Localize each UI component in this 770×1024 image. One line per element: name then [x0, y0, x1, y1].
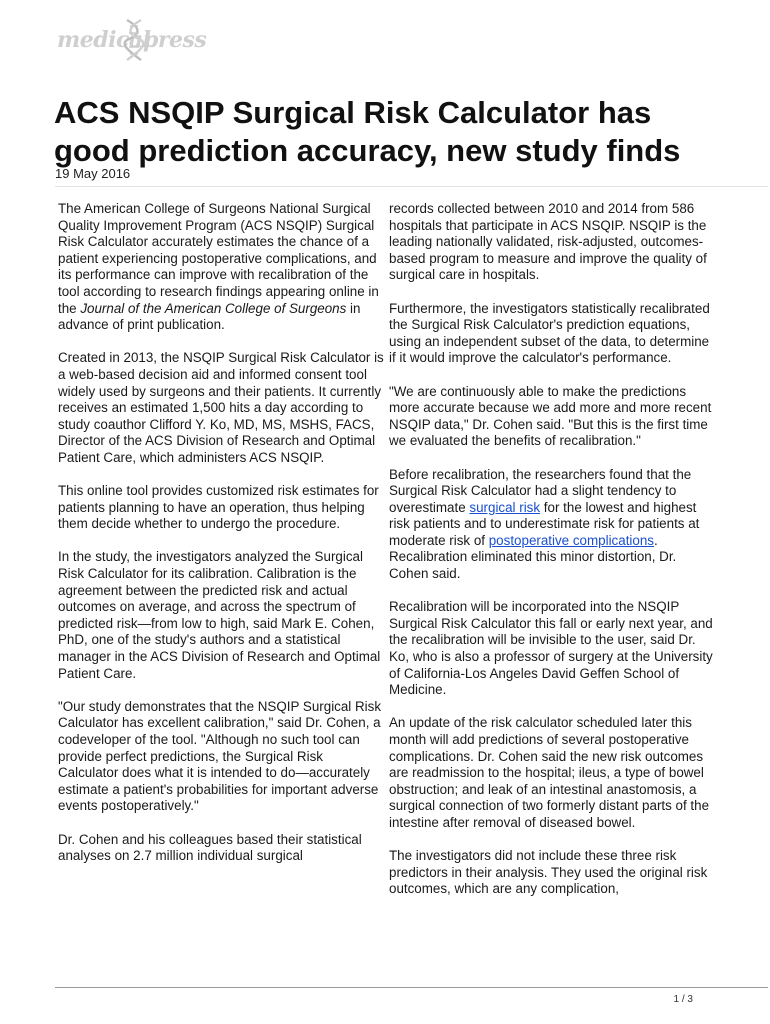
paragraph: records collected between 2010 and 2014 from 586 hospitals that participate in ACS NSQIP. NSQIP is the leading nationally validated, risk-adjusted, outcomes-based program to measure and improve the quality of surgical care in hospitals. — [389, 201, 707, 283]
paragraph: Furthermore, the investigators statistically recalibrated the Surgical Risk Calculator's prediction equations, using an independent subset of the data, to determine if it would improve the calculator's performance. — [389, 300, 710, 366]
article-column-left — [58, 201, 384, 865]
paragraph: The investigators did not include these three risk predictors in their analysis. They used the original risk outcomes, which are any complication, — [389, 848, 708, 897]
article-date: 19 May 2016 — [55, 166, 131, 181]
article-title: ACS NSQIP Surgical Risk Calculator has good prediction accuracy, new study finds — [54, 95, 681, 168]
paragraph-text: in advance of print publication. — [58, 300, 361, 333]
site-logo[interactable] — [57, 18, 207, 62]
paragraph: In the study, the investigators analyzed the Surgical Risk Calculator for its calibration. Calibration is the agreement between the predicted risk and actual outcomes on average, and across the spectrum of predicted risk—from low to high, said Mark E. Cohen, PhD, one of the study's authors and a statistical manager in the ACS Division of Research and Optimal Patient Care. — [58, 549, 381, 681]
paragraph-text: for the lowest and highest risk patients and to underestimate risk for patients at moderate risk of — [389, 499, 700, 548]
paragraph: Recalibration will be incorporated into the NSQIP Surgical Risk Calculator this fall or early next year, and the recalibration will be invisible to the user, said Dr. Ko, who is also a professor of surgery at the University of California-Los Angeles David Geffen School of Medicine. — [389, 599, 713, 698]
paragraph: "We are continuously able to make the predictions more accurate because we add more and more recent NSQIP data," Dr. Cohen said. "But this is the first time we evaluated the benefits of recalibration." — [389, 383, 712, 449]
postoperative-complications-link[interactable]: postoperative complications — [488, 532, 654, 548]
paragraph: Created in 2013, the NSQIP Surgical Risk Calculator is a web-based decision aid and informed consent tool widely used by surgeons and their patients. It currently receives an estimated 1,500 hits a day according to study coauthor Clifford Y. Ko, MD, MS, MSHS, FACS, Director of the ACS Division of Research and Optimal Patient Care, which administers ACS NSQIP. — [58, 350, 384, 465]
article-column-right — [389, 201, 719, 898]
paragraph — [389, 467, 719, 583]
dna-helix-icon — [123, 18, 145, 62]
paragraph: Dr. Cohen and his colleagues based their statistical analyses on 2.7 million individual surgical — [58, 831, 362, 864]
surgical-risk-link[interactable]: surgical risk — [469, 499, 541, 515]
paragraph — [58, 201, 384, 334]
page-number: 1 / 3 — [673, 994, 693, 1005]
paragraph: An update of the risk calculator scheduled later this month will add predictions of several postoperative complications. Dr. Cohen said the new risk outcomes are readmission to the hospital; ileus, a type of bowel obstruction; and leak of an intestinal anastomosis, a surgical connection of two formerly distant parts of the intestine after removal of diseased bowel. — [389, 715, 710, 830]
logo-text-left: medical — [57, 27, 151, 53]
paragraph: This online tool provides customized risk estimates for patients planning to have an operation, thus helping them decide whether to undergo the procedure. — [58, 483, 379, 532]
logo-text-right: press — [143, 27, 207, 53]
paragraph-text: The American College of Surgeons National Surgical Quality Improvement Program (ACS NSQIP) Surgical Risk Calculator accurately estimates the chance of a patient experiencing postoperative complications, and its performance can improve with recalibration of the tool according to research findings appearing online in the — [58, 201, 379, 316]
journal-name: Journal of the American College of Surgeons — [80, 300, 347, 316]
paragraph-text: Before recalibration, the researchers found that the Surgical Risk Calculator had a slight tendency to overestimate — [389, 466, 692, 515]
paragraph-text: . Recalibration eliminated this minor distortion, Dr. Cohen said. — [389, 532, 677, 582]
title-divider — [55, 186, 768, 187]
paragraph: "Our study demonstrates that the NSQIP Surgical Risk Calculator has excellent calibration," said Dr. Cohen, a codeveloper of the tool. "Although no such tool can provide perfect predictions, the Surgical Risk Calculator does what it is intended to do—accurately estimate a patient's probabilities for important adverse events postoperatively." — [58, 698, 382, 814]
footer-divider — [55, 987, 768, 988]
